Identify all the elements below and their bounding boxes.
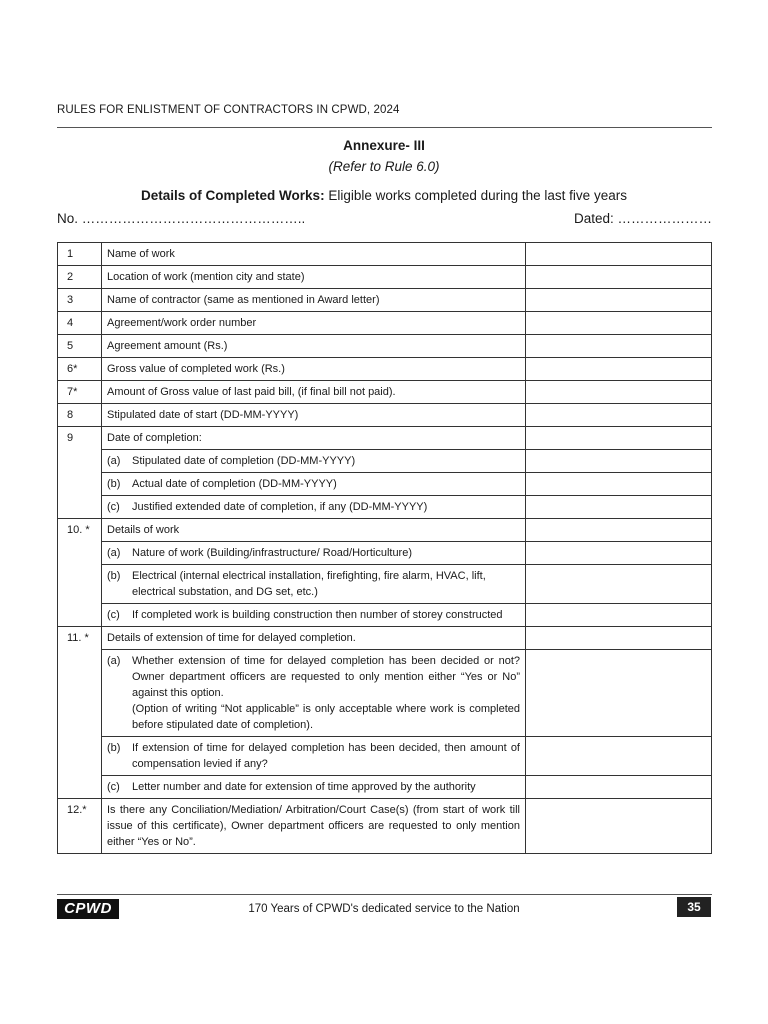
table-row (58, 427, 712, 450)
row-number: 7* (58, 381, 102, 404)
row-label: Stipulated date of start (DD-MM-YYYY) (102, 404, 526, 427)
value-cell[interactable] (526, 627, 712, 650)
row-number: 2 (58, 266, 102, 289)
sub-text: Letter number and date for extension of time approved by the authority (132, 781, 476, 793)
row-number: 11. * (58, 627, 102, 799)
header-divider (57, 127, 712, 128)
completed-works-table (57, 242, 712, 854)
row-label: Agreement amount (Rs.) (102, 335, 526, 358)
sub-text: Nature of work (Building/infrastructure/ Road/Horticulture) (132, 547, 413, 559)
number-field: No. ………………………………………….. (57, 211, 306, 226)
value-cell[interactable] (526, 427, 712, 450)
value-cell[interactable] (526, 404, 712, 427)
sub-text-part: Whether extension of time for delayed completion has been decided or not? Owner department officers are requested to only mention either “Yes or No” against this option. (132, 655, 520, 699)
sub-text: If extension of time for delayed completion has been decided, then amount of compensation levied if any? (132, 742, 520, 770)
sub-text: Justified extended date of completion, if any (DD-MM-YYYY) (132, 501, 428, 513)
table-subrow (58, 496, 712, 519)
table-subrow (58, 542, 712, 565)
footer-divider (57, 894, 712, 895)
dated-field: Dated: ………………… (573, 211, 712, 226)
details-heading (0, 188, 768, 203)
subrow-label (102, 650, 526, 737)
sub-text-note: (Option of writing “Not applicable” is only acceptable where work is completed before stipulated date of completion). (132, 703, 520, 731)
table-subrow (58, 650, 712, 737)
row-label: Agreement/work order number (102, 312, 526, 335)
annexure-title: Annexure- III (343, 138, 425, 153)
table-row (58, 404, 712, 427)
row-number: 3 (58, 289, 102, 312)
sub-text: Electrical (internal electrical installation, firefighting, fire alarm, HVAC, lift, electrical substation, and DG set, etc.) (132, 570, 486, 598)
row-number: 10. * (58, 519, 102, 627)
cpwd-logo: CPWD (57, 899, 119, 919)
table-row (58, 266, 712, 289)
row-number: 9 (58, 427, 102, 519)
sub-text: Actual date of completion (DD-MM-YYYY) (132, 478, 337, 490)
value-cell[interactable] (526, 243, 712, 266)
subrow-label (102, 473, 526, 496)
sub-text: If completed work is building construction then number of storey constructed (132, 609, 503, 621)
subrow-label (102, 737, 526, 776)
row-number: 5 (58, 335, 102, 358)
row-label: Details of work (102, 519, 526, 542)
row-label: Gross value of completed work (Rs.) (102, 358, 526, 381)
row-label: Name of contractor (same as mentioned in Award letter) (102, 289, 526, 312)
value-cell[interactable] (526, 650, 712, 737)
subrow-label (102, 496, 526, 519)
value-cell[interactable] (526, 565, 712, 604)
running-header: RULES FOR ENLISTMENT OF CONTRACTORS IN CPWD, 2024 (57, 104, 400, 116)
page-number: 35 (677, 897, 711, 917)
row-label: Name of work (102, 243, 526, 266)
sub-marker: (a) (107, 455, 121, 467)
table-row (58, 627, 712, 650)
table-subrow (58, 450, 712, 473)
sub-marker: (c) (107, 501, 120, 513)
table-row (58, 381, 712, 404)
row-number: 6* (58, 358, 102, 381)
value-cell[interactable] (526, 737, 712, 776)
value-cell[interactable] (526, 358, 712, 381)
sub-marker: (c) (107, 781, 120, 793)
sub-text (132, 653, 520, 733)
sub-marker: (c) (107, 609, 120, 621)
row-label: Date of completion: (102, 427, 526, 450)
table-row (58, 799, 712, 854)
subrow-label (102, 776, 526, 799)
value-cell[interactable] (526, 496, 712, 519)
table-row (58, 358, 712, 381)
subrow-label (102, 542, 526, 565)
value-cell[interactable] (526, 335, 712, 358)
value-cell[interactable] (526, 450, 712, 473)
value-cell[interactable] (526, 381, 712, 404)
table-subrow (58, 565, 712, 604)
value-cell[interactable] (526, 604, 712, 627)
sub-marker: (a) (107, 655, 121, 667)
value-cell[interactable] (526, 776, 712, 799)
value-cell[interactable] (526, 266, 712, 289)
table-subrow (58, 737, 712, 776)
sub-marker: (a) (107, 547, 121, 559)
row-number: 12.* (58, 799, 102, 854)
value-cell[interactable] (526, 799, 712, 854)
row-number: 1 (58, 243, 102, 266)
details-heading-bold: Details of Completed Works: (141, 188, 325, 203)
details-heading-rest: Eligible works completed during the last five years (324, 188, 627, 203)
sub-marker: (b) (107, 570, 121, 582)
value-cell[interactable] (526, 519, 712, 542)
sub-text: Stipulated date of completion (DD-MM-YYYY) (132, 455, 356, 467)
table-row (58, 289, 712, 312)
value-cell[interactable] (526, 312, 712, 335)
subrow-label (102, 450, 526, 473)
sub-marker: (b) (107, 742, 121, 754)
row-number: 4 (58, 312, 102, 335)
number-date-line (57, 211, 712, 226)
table-subrow (58, 473, 712, 496)
table-row (58, 335, 712, 358)
subrow-label (102, 565, 526, 604)
value-cell[interactable] (526, 542, 712, 565)
row-number: 8 (58, 404, 102, 427)
table-row (58, 312, 712, 335)
sub-marker: (b) (107, 478, 121, 490)
row-label: Details of extension of time for delayed completion. (102, 627, 526, 650)
row-label: Amount of Gross value of last paid bill, (if final bill not paid). (102, 381, 526, 404)
row-label: Is there any Conciliation/Mediation/ Arbitration/Court Case(s) (from start of work till issue of this certificate), Owner department officers are requested to only mention either “Yes or No”. (102, 799, 526, 854)
table-row (58, 519, 712, 542)
value-cell[interactable] (526, 473, 712, 496)
table-subrow (58, 604, 712, 627)
annexure-reference: (Refer to Rule 6.0) (328, 159, 440, 174)
row-label: Location of work (mention city and state) (102, 266, 526, 289)
table-row (58, 243, 712, 266)
table-subrow (58, 776, 712, 799)
value-cell[interactable] (526, 289, 712, 312)
footer-tagline: 170 Years of CPWD's dedicated service to the Nation (248, 903, 520, 915)
subrow-label (102, 604, 526, 627)
